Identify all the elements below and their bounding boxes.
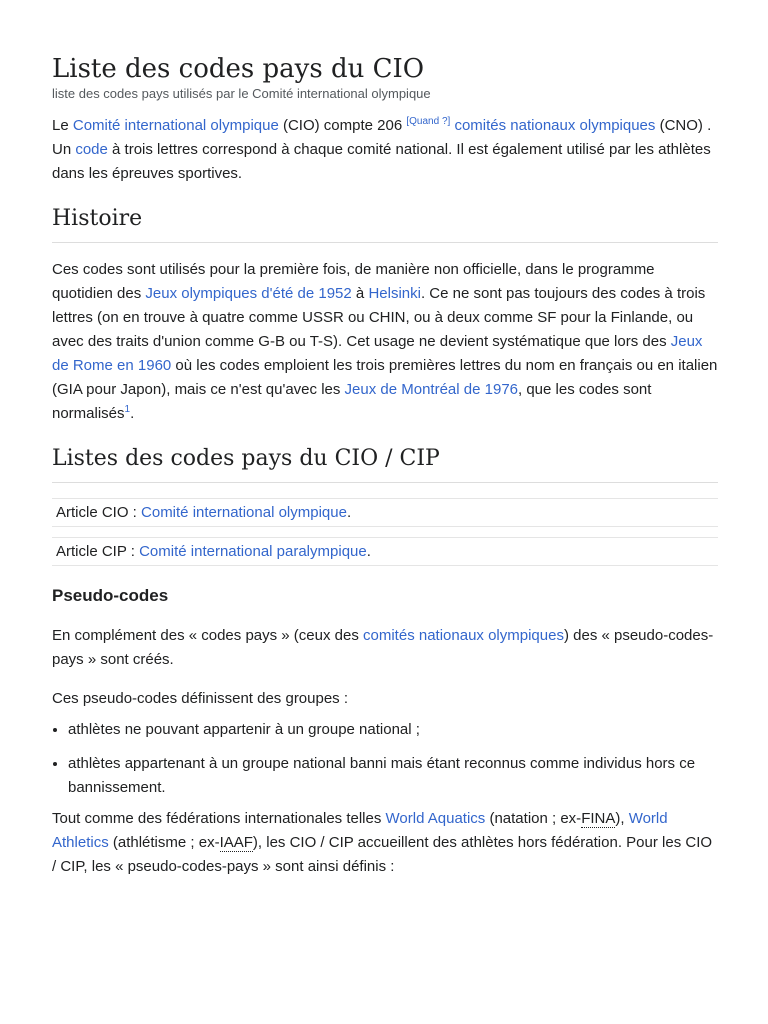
- section-heading-pseudo-codes: Pseudo-codes: [52, 586, 169, 605]
- reference-1-link[interactable]: 1: [124, 404, 131, 415]
- link-jeux-rome-1960[interactable]: Jeux de Rome en 1960: [52, 333, 703, 374]
- link-jeux-1952[interactable]: Jeux olympiques d'été de 1952: [145, 285, 352, 302]
- link-world-athletics[interactable]: World Athletics: [52, 810, 668, 851]
- page-subtitle: liste des codes pays utilisés par le Comité international olympique: [52, 86, 431, 101]
- link-comites-nationaux-olympiques-2[interactable]: comités nationaux olympiques: [363, 627, 564, 644]
- page-title: Liste des codes pays du CIO: [52, 54, 425, 84]
- pseudo-paragraph-2: Ces pseudo-codes définissent des groupes :: [52, 690, 349, 707]
- list-item: • athlètes appartenant à un groupe national banni mais étant reconnus comme individus hors ce bannissement.: [68, 752, 734, 800]
- hatnote-article-cip: Article CIP : Comité international paralympique.: [52, 537, 718, 566]
- list-item: • athlètes ne pouvant appartenir à un groupe national ;: [68, 718, 734, 742]
- link-comite-international-olympique-article[interactable]: Comité international olympique: [141, 504, 347, 521]
- quand-citation-needed-link[interactable]: [Quand ?]: [406, 116, 451, 127]
- abbr-fina: FINA: [581, 810, 616, 827]
- link-comite-international-paralympique[interactable]: Comité international paralympique: [139, 543, 367, 560]
- pseudo-paragraph-3: Tout comme des fédérations internationales telles World Aquatics (natation ; ex-FINA), World Athletics (athlétisme ; ex-IAAF), les CIO / CIP accueillent des athlètes hors fédération. Pour les CIO / CIP, les « pseudo-codes-pays » sont ainsi définis :: [52, 810, 713, 875]
- intro-paragraph: Le Comité international olympique (CIO) compte 206 [Quand ?] comités nationaux olympiques (CNO) . Un code à trois lettres correspond à chaque comité national. Il est également utilisé par les athlètes dans les épreuves sportives.: [52, 116, 712, 182]
- pseudo-groups-list: [52, 718, 734, 810]
- link-jeux-montreal-1976[interactable]: Jeux de Montréal de 1976: [344, 381, 518, 398]
- section-heading-histoire: Histoire: [52, 204, 718, 243]
- section-heading-listes: Listes des codes pays du CIO / CIP: [52, 444, 718, 483]
- link-helsinki[interactable]: Helsinki: [368, 285, 421, 302]
- link-comites-nationaux-olympiques[interactable]: comités nationaux olympiques: [454, 117, 656, 134]
- link-comite-international-olympique[interactable]: Comité international olympique: [72, 117, 279, 134]
- histoire-paragraph: Ces codes sont utilisés pour la première fois, de manière non officielle, dans le programme quotidien des Jeux olympiques d'été de 1952 à Helsinki. Ce ne sont pas toujours des codes à trois lettres (on en trouve à quatre comme USSR ou CHIN, ou à deux comme SF pour la Finlande, ou avec des traits d'union comme G-B ou T-S). Cet usage ne devient systématique que lors des Jeux de Rome en 1960 où les codes emploient les trois premières lettres du nom en français ou en italien (GIA pour Japon), mais ce n'est qu'avec les Jeux de Montréal de 1976, que les codes sont normalisés$^1$.: [52, 261, 718, 422]
- hatnote-article-cio: Article CIO : Comité international olympique.: [52, 498, 718, 527]
- pseudo-paragraph-1: En complément des « codes pays » (ceux des comités nationaux olympiques) des « pseudo-codes-pays » sont créés.: [52, 627, 714, 668]
- abbr-iaaf: IAAF: [219, 834, 253, 851]
- link-code[interactable]: code: [75, 141, 108, 158]
- link-world-aquatics[interactable]: World Aquatics: [385, 810, 486, 827]
